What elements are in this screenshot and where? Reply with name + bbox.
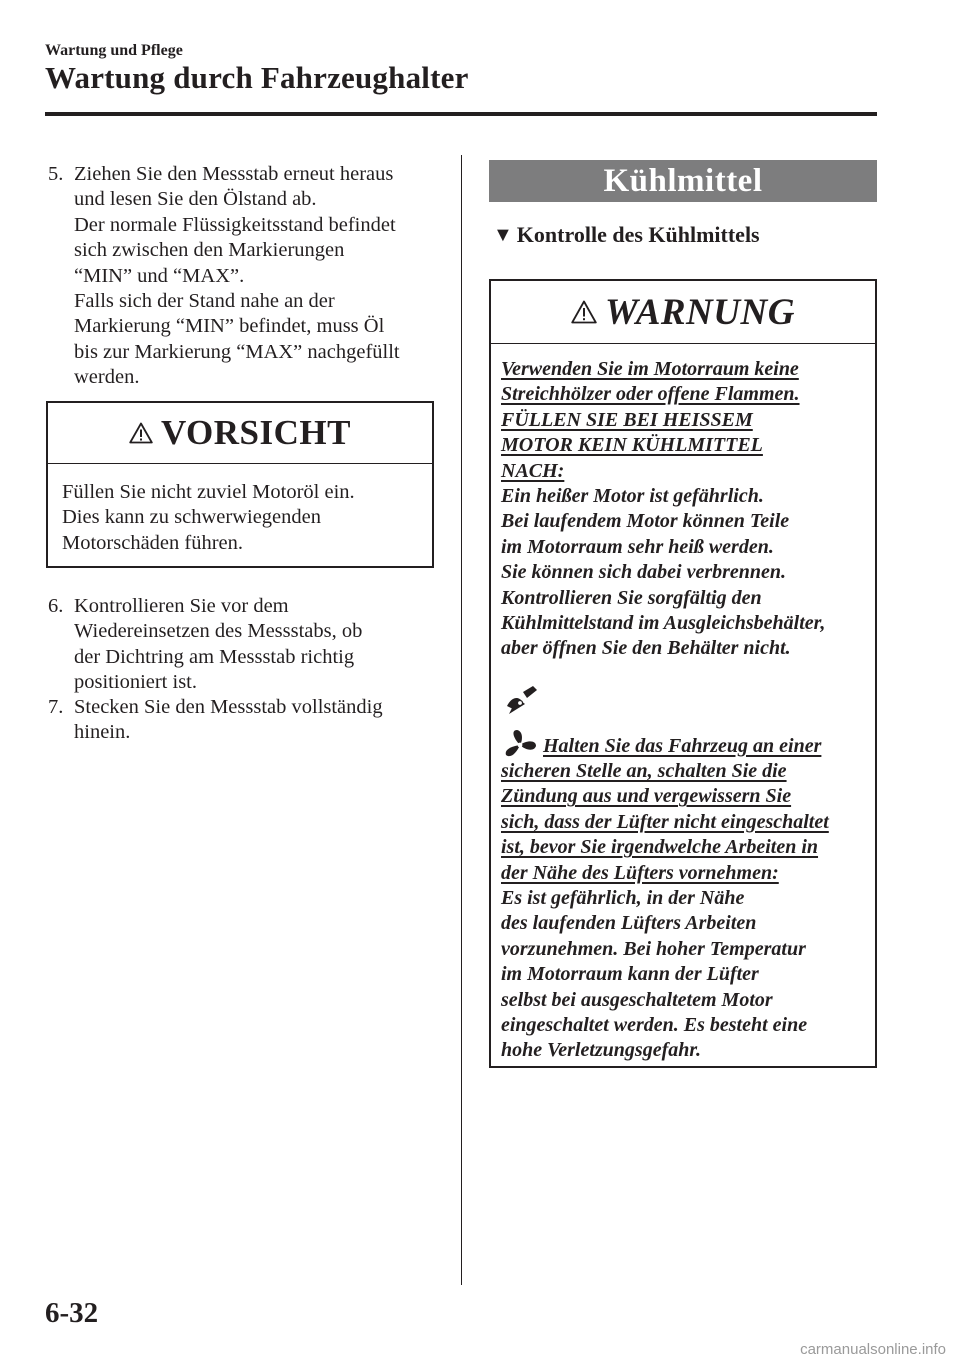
warning-line: ist, bevor Sie irgendwelche Arbeiten in [501, 836, 819, 859]
caution-title: VORSICHT [160, 413, 351, 452]
warning-line: sich, dass der Lüfter nicht eingeschaltet [501, 810, 829, 833]
warning-line: hohe Verletzungsgefahr. [501, 1039, 702, 1062]
warning-line: sicheren Stelle an, schalten Sie die [501, 760, 787, 782]
step-line: “MIN” und “MAX”. [74, 264, 245, 287]
step-5 [48, 162, 448, 391]
subheading-text: Kontrolle des Kühlmittels [516, 222, 760, 247]
step-line: sich zwischen den Markierungen [74, 239, 345, 262]
warning-line: Ein heißer Motor ist gefährlich. [501, 485, 764, 508]
step-line: und lesen Sie den Ölstand ab. [74, 188, 317, 211]
warning-line: MOTOR KEIN KÜHLMITTEL [501, 434, 763, 457]
step-text [74, 594, 448, 696]
step-number: 7. [48, 696, 64, 718]
warning-line: Halten Sie das Fahrzeug an einer [543, 735, 822, 757]
caution-line: Motorschäden führen. [62, 531, 244, 554]
warning-line: Verwenden Sie im Motorraum keine [501, 358, 799, 380]
warning-line: vorzunehmen. Bei hoher Temperatur [501, 937, 806, 960]
warning-text-first-line [543, 734, 821, 759]
caution-text [48, 464, 432, 556]
caution-header [48, 403, 432, 464]
page-number: 6-32 [45, 1297, 99, 1329]
subheading [493, 222, 760, 248]
warning-line: Zündung aus und vergewissern Sie [501, 785, 792, 808]
header-rule [45, 112, 877, 116]
caution-box [46, 401, 434, 568]
step-line: der Dichtring am Messstab richtig [74, 645, 355, 668]
step-line: werden. [74, 366, 140, 389]
step-number: 6. [48, 595, 64, 617]
step-line: bis zur Markierung “MAX” nachgefüllt [74, 340, 400, 363]
warning-triangle-icon [129, 422, 153, 444]
warning-line: des laufenden Lüfters Arbeiten [501, 912, 757, 935]
step-line: Ziehen Sie den Messstab erneut heraus [74, 163, 394, 185]
warning-line: im Motorraum sehr heiß werden. [501, 535, 774, 558]
warning-line: selbst bei ausgeschaltetem Motor [501, 988, 773, 1011]
triangle-marker-icon: ▼ [493, 223, 513, 246]
warning-line: Streichhölzer oder offene Flammen. [501, 383, 800, 406]
watermark: carmanualsonline.info [800, 1341, 946, 1358]
warning-line: der Nähe des Lüfters vornehmen: [501, 861, 779, 884]
warning-line: Es ist gefährlich, in der Nähe [501, 887, 745, 910]
step-line: hinein. [74, 721, 131, 744]
section-heading-bar [489, 160, 877, 202]
step-number: 5. [48, 163, 64, 185]
warning-title: WARNUNG [605, 291, 795, 333]
page-title: Wartung durch Fahrzeughalter [45, 60, 469, 95]
step-text [74, 695, 448, 746]
caution-line: Dies kann zu schwerwiegenden [62, 506, 322, 529]
step-text [74, 162, 448, 391]
section-label: Wartung und Pflege [45, 42, 183, 59]
warning-line: NACH: [501, 459, 565, 482]
step-line: Falls sich der Stand nahe an der [74, 290, 335, 313]
step-line: positioniert ist. [74, 671, 197, 694]
warning-line: Bei laufendem Motor können Teile [501, 510, 790, 533]
warning-header [491, 281, 875, 344]
warning-line: FÜLLEN SIE BEI HEISSEM [501, 408, 753, 431]
warning-line: Kühlmittelstand im Ausgleichsbehälter, [501, 612, 826, 635]
warning-line: Sie können sich dabei verbrennen. [501, 561, 787, 584]
step-line: Kontrollieren Sie vor dem [74, 595, 289, 617]
warning-text-block-1 [501, 357, 825, 662]
section-heading: Kühlmittel [603, 162, 763, 199]
warning-triangle-icon [571, 300, 597, 324]
warning-box [489, 279, 877, 1068]
warning-text-block-2 [501, 759, 829, 1064]
fan-icon [503, 684, 541, 718]
fan-icon [503, 728, 541, 762]
step-line: Stecken Sie den Messstab vollständig [74, 696, 383, 718]
warning-line: im Motorraum kann der Lüfter [501, 963, 759, 986]
caution-line: Füllen Sie nicht zuviel Motoröl ein. [62, 481, 355, 503]
column-divider [461, 155, 462, 1285]
warning-line: Kontrollieren Sie sorgfältig den [501, 586, 762, 609]
warning-line: eingeschaltet werden. Es besteht eine [501, 1014, 808, 1037]
step-line: Wiedereinsetzen des Messstabs, ob [74, 620, 363, 643]
warning-line: aber öffnen Sie den Behälter nicht. [501, 637, 791, 660]
step-7 [48, 695, 448, 746]
step-line: Markierung “MIN” befindet, muss Öl [74, 315, 385, 338]
step-6 [48, 594, 448, 696]
step-line: Der normale Flüssigkeitsstand befindet [74, 213, 396, 236]
